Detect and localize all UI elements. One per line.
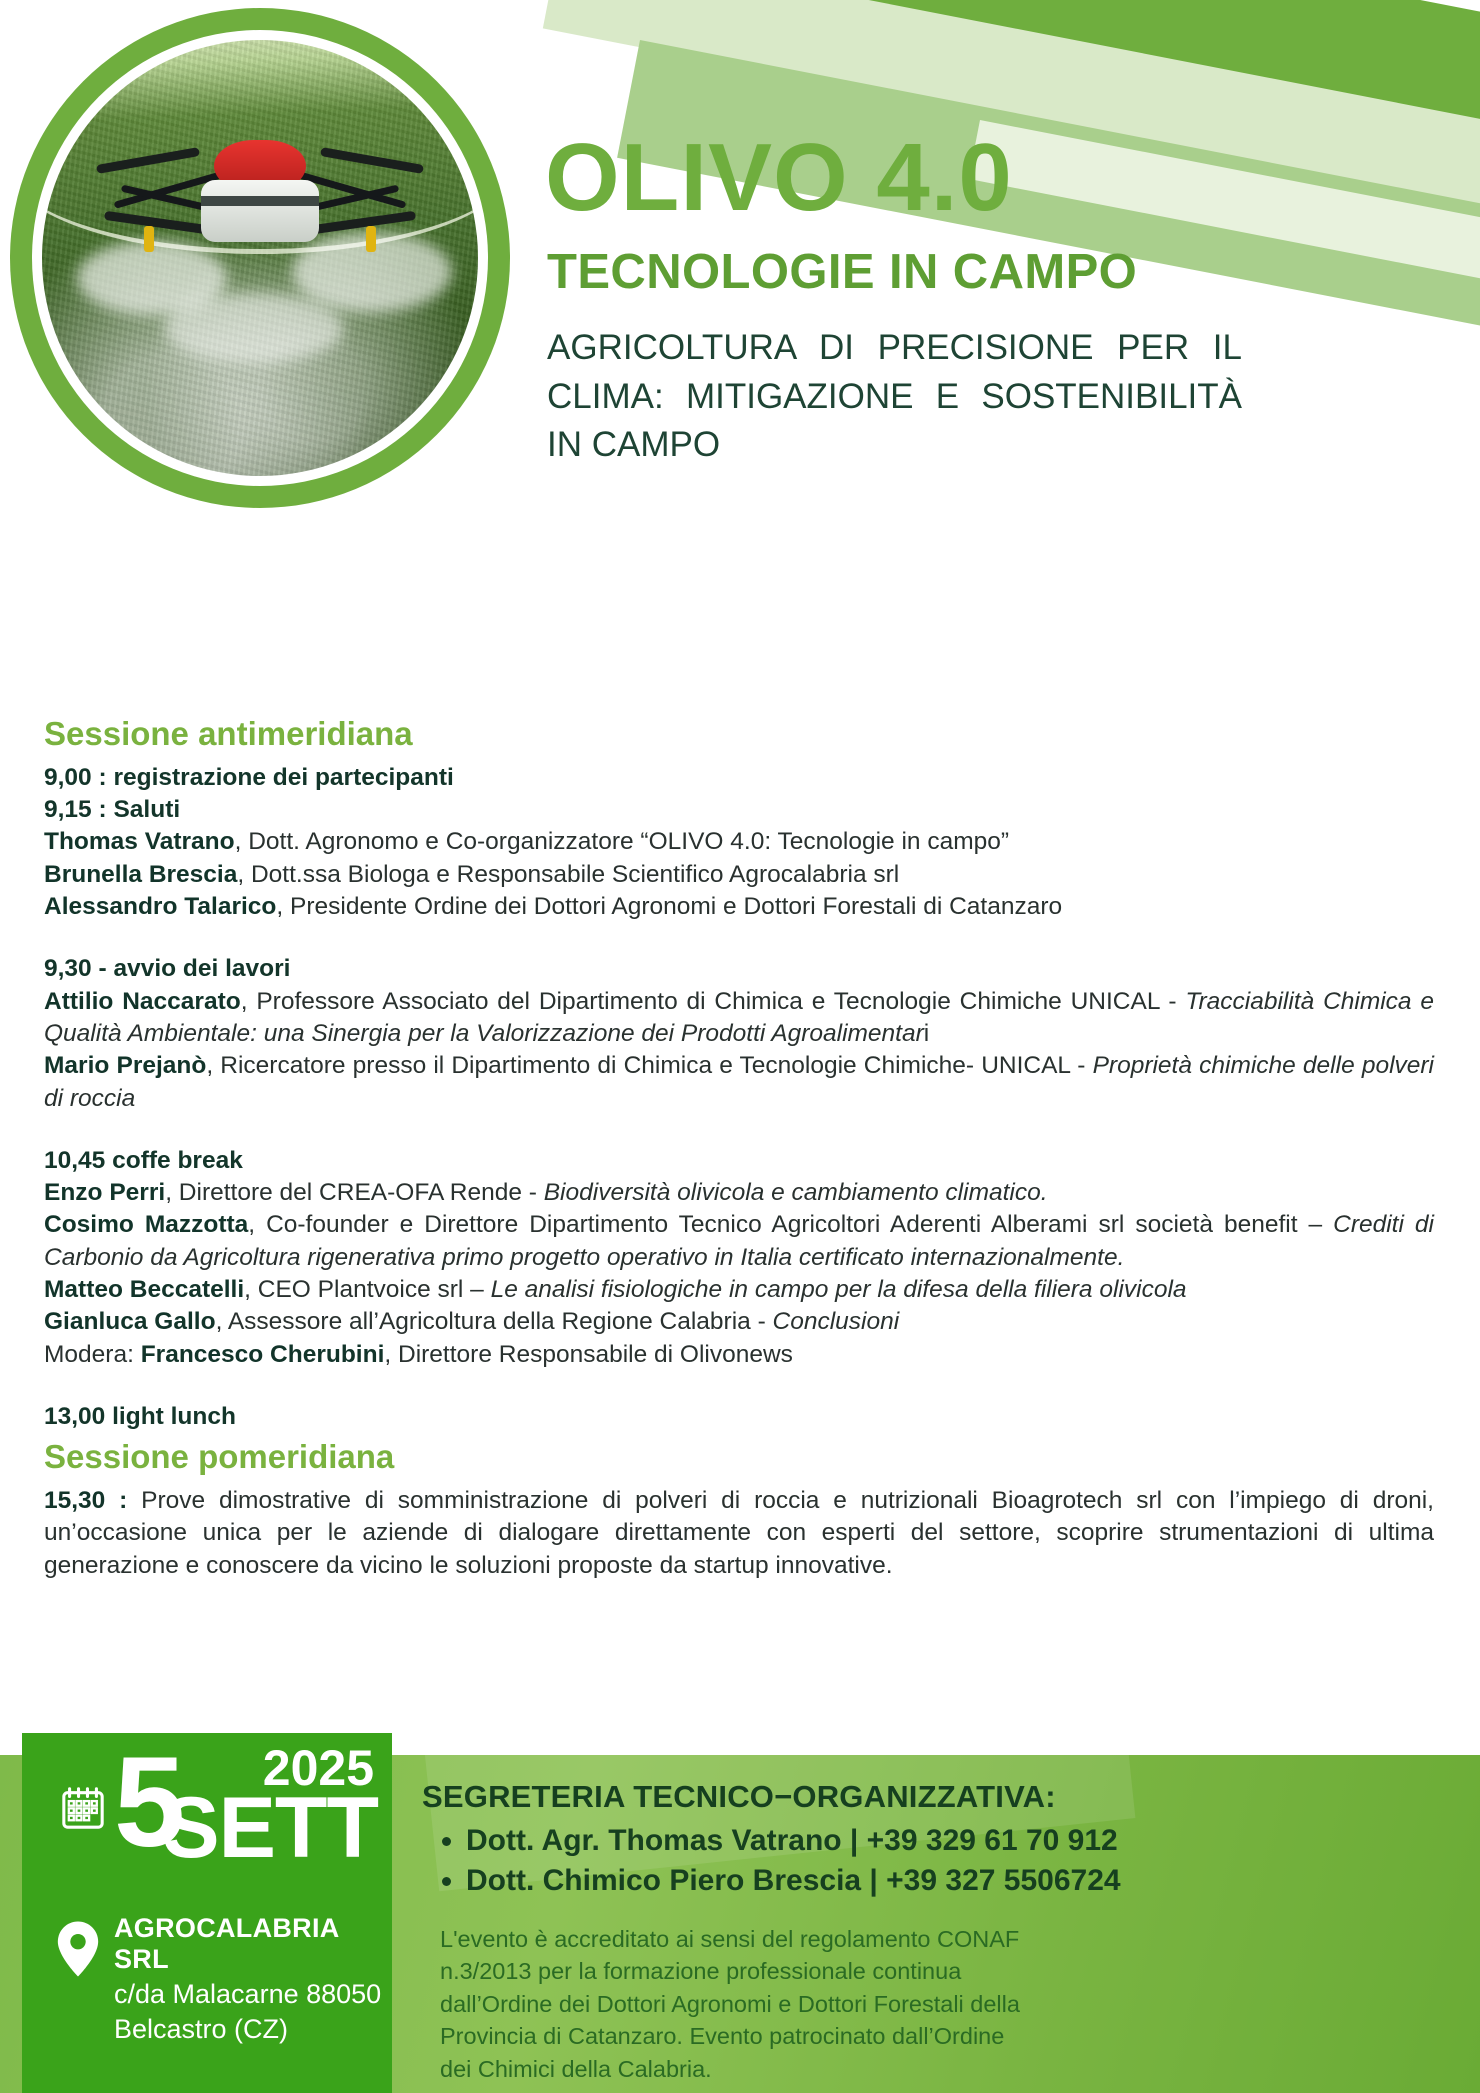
speaker-line-vatrano [44, 826, 1434, 858]
address-line-1: c/da Malacarne 88050 [114, 1979, 382, 2009]
speaker-line-talarico [44, 891, 1434, 923]
coffee-break-line: 10,45 coffe break [44, 1146, 243, 1174]
speaker-line-gallo [44, 1306, 1434, 1338]
speaker-name: Gianluca Gallo [44, 1308, 216, 1336]
page-subtitle: TECNOLOGIE IN CAMPO [547, 245, 1138, 299]
event-year: 2025 [262, 1740, 374, 1796]
speaker-role: , Dott. Agronomo e Co-organizzatore “OLIVO 4.0: Tecnologie in campo” [234, 828, 1010, 856]
location-pin-icon [56, 1921, 100, 1977]
morning-session-title: Sessione antimeridiana [44, 715, 413, 752]
speaker-line-beccatelli [44, 1274, 1434, 1306]
talk-title-tail: i [923, 1019, 930, 1047]
speaker-role: , Co-founder e Direttore Dipartimento Tecnico Agricoltori Aderenti Alberami srl società benefit – [248, 1211, 1334, 1239]
page-description: AGRICOLTURA DI PRECISIONE PER IL CLIMA: MITIGAZIONE E SOSTENIBILITÀ IN CAMPO [547, 328, 1242, 464]
hero-drone-photo [42, 40, 478, 476]
moderator-role: , Direttore Responsabile di Olivonews [384, 1340, 793, 1368]
speaker-name: Alessandro Talarico [44, 892, 277, 920]
afternoon-time: 15,30 : [44, 1487, 128, 1514]
greetings-line: 9,15 : Saluti [44, 795, 181, 823]
talk-title: Crediti di Carbonio da Agricoltura rigenerativa primo progetto operativo in Italia certificato internazionalmente. [44, 1211, 1434, 1271]
speaker-role: , Presidente Ordine dei Dottori Agronomi e Dottori Forestali di Catanzaro [276, 892, 1063, 920]
drone-icon [110, 122, 410, 272]
event-day: 5 [114, 1731, 184, 1874]
speaker-line-naccarato [44, 986, 1434, 1051]
list-item[interactable]: • Dott. Chimico Piero Brescia | +39 327 5506724 [466, 1861, 1442, 1901]
talk-title: Proprietà chimiche delle polveri di roccia [44, 1052, 1434, 1112]
moderator-prefix: Modera: [44, 1340, 141, 1368]
date-card [22, 1733, 392, 2093]
speaker-role: , Ricercatore presso il Dipartimento di Chimica e Tecnologie Chimiche- UNICAL - [206, 1052, 1093, 1080]
address-line-2: Belcastro (CZ) [114, 2014, 289, 2044]
event-month: SETT [162, 1780, 378, 1876]
speaker-name: Thomas Vatrano [44, 828, 235, 856]
afternoon-session-title: Sessione pomeridiana [44, 1438, 395, 1476]
speaker-role: , Direttore del CREA-OFA Rende - [165, 1179, 544, 1207]
registration-line: 9,00 : registrazione dei partecipanti [44, 763, 454, 791]
afternoon-description [44, 1485, 1434, 1582]
page-title: OLIVO 4.0 [545, 124, 1013, 231]
speaker-name: Matteo Beccatelli [44, 1276, 245, 1304]
secretariat-title: SEGRETERIA TECNICO−ORGANIZZATIVA: [422, 1779, 1056, 1814]
speaker-line-brescia [44, 859, 1434, 891]
talk-title: Tracciabilità Chimica e Qualità Ambientale: una Sinergia per la Valorizzazione dei Prodotti Agroalimentar [44, 987, 1434, 1047]
speaker-role: , Professore Associato del Dipartimento di Chimica e Tecnologie Chimiche UNICAL - [240, 987, 1186, 1015]
moderator-name: Francesco Cherubini [140, 1340, 385, 1368]
accreditation-text: L'evento è accreditato ai sensi del regolamento CONAF n.3/2013 per la formazione professionale continua dall’Ordine dei Dottori Agronomi e Dottori Forestali della Provincia di Catanzaro. Evento patrocinato dall’Ordine dei Chimici della Calabria. [440, 1926, 1020, 2082]
talk-title: Biodiversità olivicola e cambiamento climatico. [543, 1179, 1048, 1207]
lunch-line: 13,00 light lunch [44, 1403, 236, 1431]
moderator-line [44, 1339, 1434, 1371]
speaker-name: Cosimo Mazzotta [44, 1211, 249, 1239]
secretariat-block [422, 1779, 1442, 1901]
speaker-name: Enzo Perri [44, 1179, 166, 1207]
speaker-role: , CEO Plantvoice srl – [244, 1276, 491, 1304]
list-item[interactable]: • Dott. Agr. Thomas Vatrano | +39 329 61 70 912 [466, 1821, 1442, 1861]
speaker-role: , Dott.ssa Biologa e Responsabile Scientifico Agrocalabria srl [237, 860, 900, 888]
program-section [44, 712, 1434, 1582]
speaker-name: Attilio Naccarato [44, 987, 241, 1015]
afternoon-text: Prove dimostrative di somministrazione di polveri di roccia e nutrizionali Bioagrotech srl con l’impiego di droni, un’occasione unica per le aziende di dialogare direttamente con esperti del settore, scoprire strumentazioni di ultima generazione e conoscere da vicino le soluzioni proposte da startup innovative. [44, 1487, 1434, 1579]
address-block [114, 1913, 392, 2045]
calendar-icon [60, 1785, 106, 1831]
works-start-line: 9,30 - avvio dei lavori [44, 955, 291, 983]
speaker-name: Mario Prejanò [44, 1052, 207, 1080]
speaker-line-perri [44, 1177, 1434, 1209]
company-name: AGROCALABRIA SRL [114, 1913, 339, 1974]
talk-title: Le analisi fisiologiche in campo per la difesa della filiera olivicola [490, 1276, 1187, 1304]
speaker-role: , Assessore all’Agricoltura della Regione Calabria - [215, 1308, 773, 1336]
talk-title: Conclusioni [772, 1308, 900, 1336]
footer-bar [0, 1731, 1480, 2093]
speaker-line-mazzotta [44, 1209, 1434, 1274]
speaker-line-prejano [44, 1050, 1434, 1115]
poster-header [545, 124, 1445, 469]
spray-mist-center [164, 293, 344, 363]
contact-list [422, 1821, 1442, 1901]
speaker-name: Brunella Brescia [44, 860, 238, 888]
